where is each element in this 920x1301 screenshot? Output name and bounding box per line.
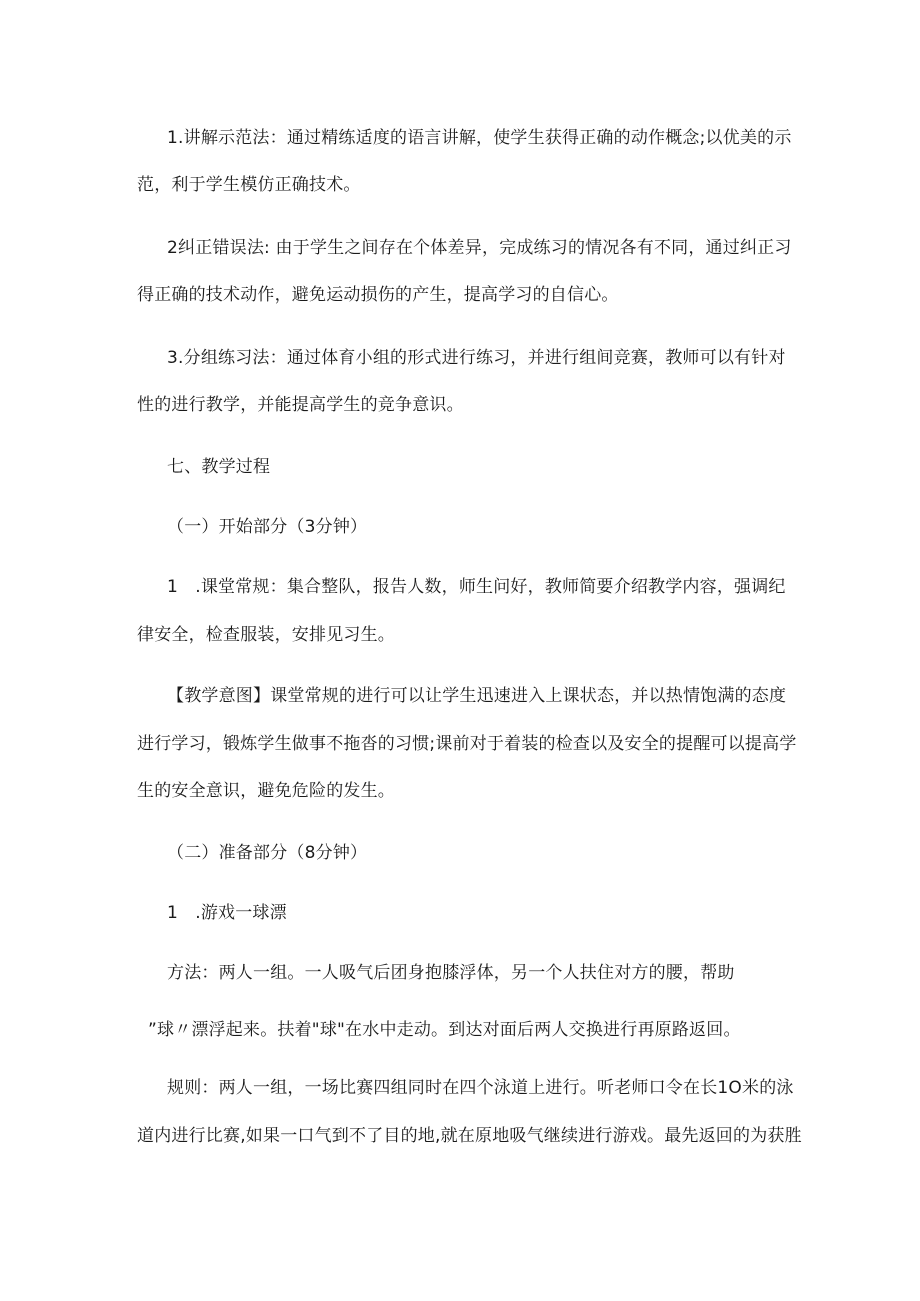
method-2-line-1: 2纠正错误法: 由于学生之间存在个体差异，完成练习的情况各有不同，通过纠正习 bbox=[167, 238, 792, 258]
intent-line-2: 进行学习，锻炼学生做事不拖沓的习惯;课前对于着装的检查以及安全的提醒可以提高学 bbox=[137, 734, 797, 754]
method-2-line-2: 得正确的技术动作，避免运动损伤的产生，提高学习的自信心。 bbox=[137, 285, 619, 305]
part-1-heading: （一）开始部分（3分钟） bbox=[167, 517, 368, 537]
method-3-line-2: 性的进行教学，并能提高学生的竞争意识。 bbox=[137, 395, 464, 415]
game-method-line-1: 方法：两人一组。一人吸气后团身抱膝浮体，另一个人扶住对方的腰，帮助 bbox=[167, 963, 735, 983]
part-2-heading: （二）准备部分（8分钟） bbox=[167, 843, 368, 863]
game-rule-line-1: 规则：两人一组，一场比赛四组同时在四个泳道上进行。听老师口令在长1O米的泳 bbox=[167, 1078, 794, 1098]
method-1-line-2: 范，利于学生模仿正确技术。 bbox=[137, 175, 361, 195]
game-title: 1 .游戏一球漂 bbox=[167, 903, 287, 923]
game-rule-line-2: 道内进行比赛,如果一口气到不了目的地,就在原地吸气继续进行游戏。最先返回的为获胜 bbox=[137, 1126, 802, 1146]
intent-line-3: 生的安全意识，避免危险的发生。 bbox=[137, 781, 395, 801]
method-1-line-1: 1.讲解示范法：通过精练适度的语言讲解，使学生获得正确的动作概念;以优美的示 bbox=[167, 128, 792, 148]
section-title: 七、教学过程 bbox=[167, 457, 271, 477]
game-method-line-2: ”球〃漂浮起来。扶着"球"在水中走动。到达对面后两人交换进行再原路返回。 bbox=[148, 1020, 741, 1040]
routine-line-1: 1 .课堂常规：集合整队，报告人数，师生问好，教师简要介绍教学内容，强调纪 bbox=[167, 577, 786, 597]
method-3-line-1: 3.分组练习法：通过体育小组的形式进行练习，并进行组间竞赛，教师可以有针对 bbox=[167, 348, 786, 368]
routine-line-2: 律安全，检查服装，安排见习生。 bbox=[137, 625, 395, 645]
intent-line-1: 【教学意图】课堂常规的进行可以让学生迅速进入上课状态，并以热情饱满的态度 bbox=[167, 686, 787, 706]
